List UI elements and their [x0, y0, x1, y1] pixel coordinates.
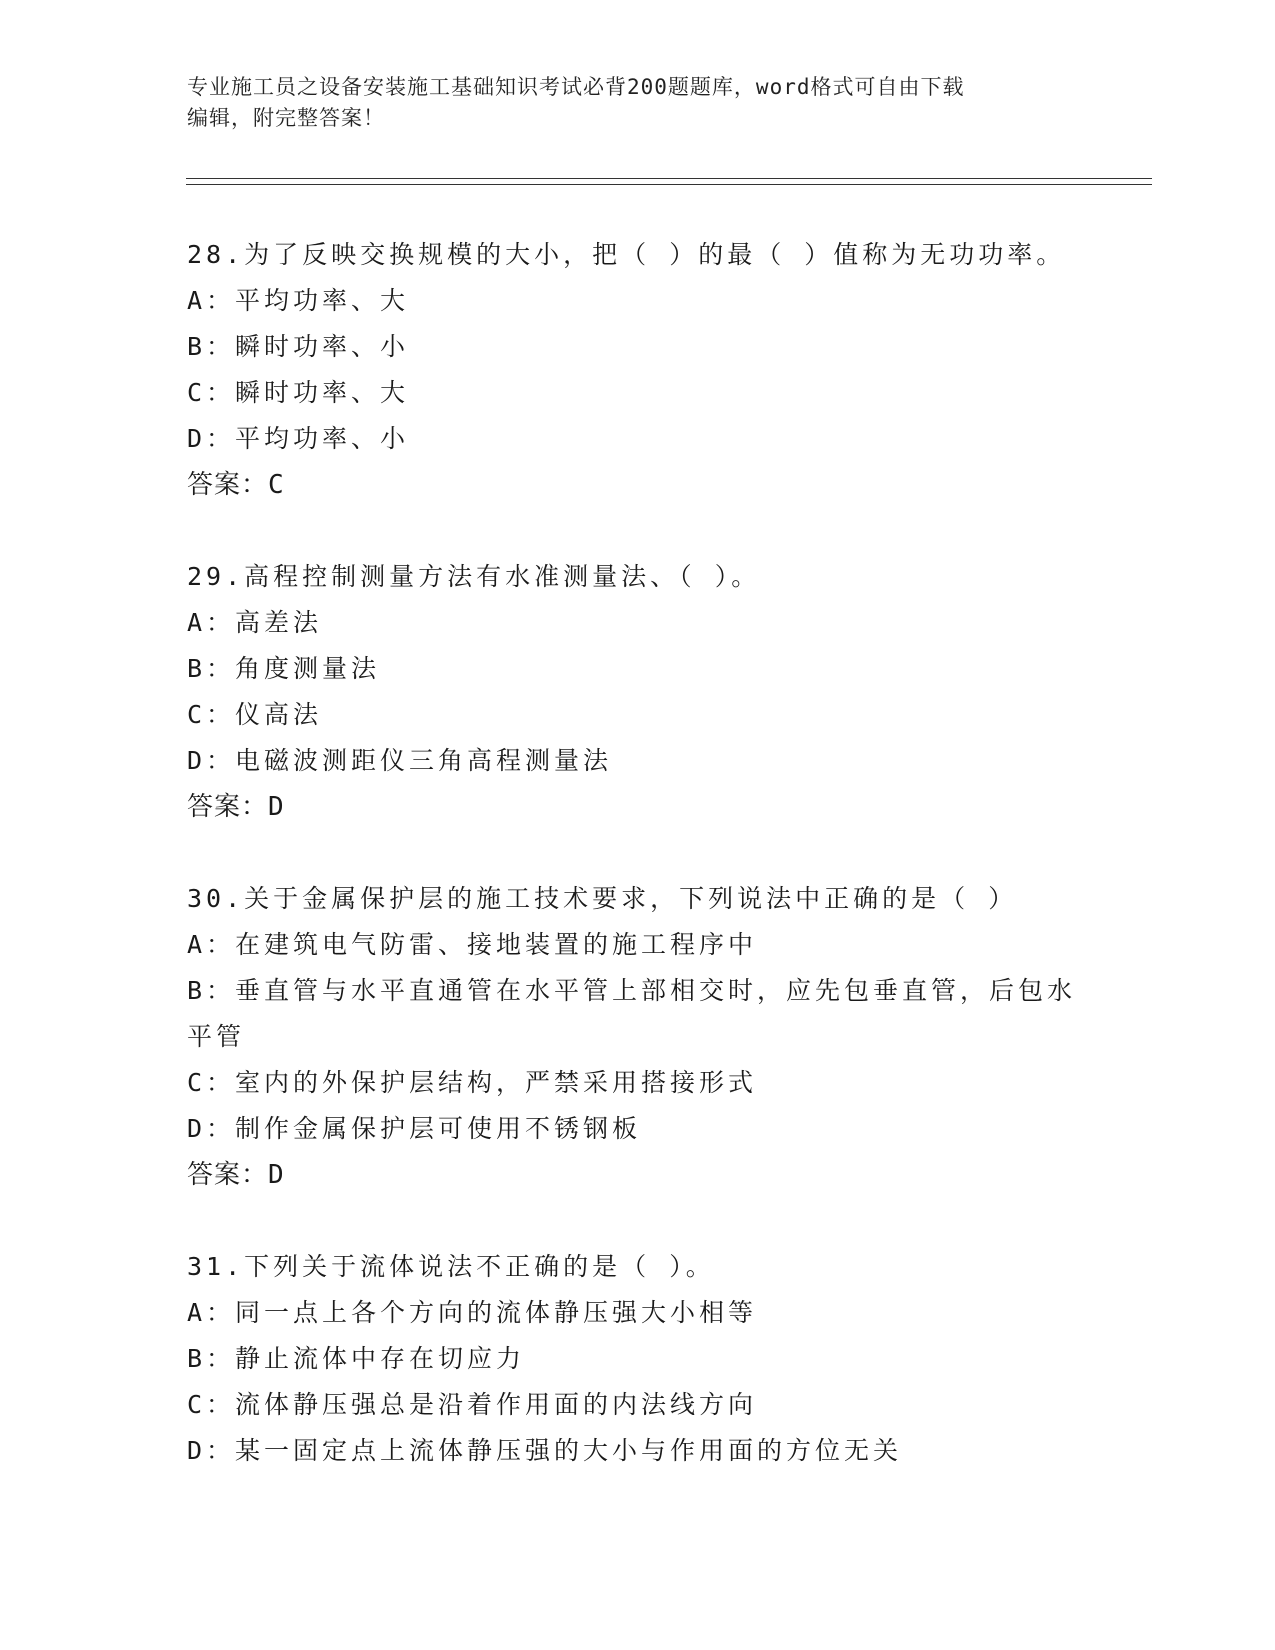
option-b: B：静止流体中存在切应力 — [187, 1344, 526, 1373]
header-divider-top — [186, 178, 1152, 179]
question-29 — [187, 554, 1087, 830]
option-b: B：垂直管与水平直通管在水平管上部相交时，应先包垂直管，后包水平管 — [187, 976, 1077, 1051]
answer — [187, 1152, 1087, 1198]
option-c: C：瞬时功率、大 — [187, 378, 410, 407]
question-31 — [187, 1244, 1087, 1474]
option-d: D：平均功率、小 — [187, 424, 410, 453]
option-c: C：室内的外保护层结构，严禁采用搭接形式 — [187, 1068, 758, 1097]
question-30 — [187, 876, 1087, 1198]
answer-label: 答案： — [187, 470, 269, 500]
option-a: A：在建筑电气防雷、接地装置的施工程序中 — [187, 930, 758, 959]
answer-value: D — [268, 1160, 285, 1190]
question-28 — [187, 232, 1087, 508]
header-title-line-1: 专业施工员之设备安装施工基础知识考试必背200题题库，word格式可自由下载 — [187, 75, 965, 99]
document-header — [187, 72, 1087, 134]
question-stem: 30.关于金属保护层的施工技术要求，下列说法中正确的是（ ） — [187, 884, 1018, 913]
question-list — [187, 232, 1087, 1520]
answer-label: 答案： — [187, 792, 269, 822]
option-a: A：高差法 — [187, 608, 323, 637]
option-a: A：同一点上各个方向的流体静压强大小相等 — [187, 1298, 758, 1327]
option-c: C：流体静压强总是沿着作用面的内法线方向 — [187, 1390, 758, 1419]
question-stem: 29.高程控制测量方法有水准测量法、（ ）。 — [187, 562, 761, 591]
answer-value: D — [268, 792, 285, 822]
option-d: D：某一固定点上流体静压强的大小与作用面的方位无关 — [187, 1436, 903, 1465]
option-b: B：角度测量法 — [187, 654, 381, 683]
question-stem: 31.下列关于流体说法不正确的是（ ）。 — [187, 1252, 715, 1281]
option-a: A：平均功率、大 — [187, 286, 410, 315]
header-divider-bottom — [186, 184, 1152, 185]
answer-label: 答案： — [187, 1160, 269, 1190]
option-d: D：制作金属保护层可使用不锈钢板 — [187, 1114, 642, 1143]
option-d: D：电磁波测距仪三角高程测量法 — [187, 746, 613, 775]
option-c: C：仪高法 — [187, 700, 323, 729]
option-b: B：瞬时功率、小 — [187, 332, 410, 361]
question-stem: 28.为了反映交换规模的大小，把（ ）的最（ ）值称为无功功率。 — [187, 240, 1066, 269]
header-title-line-2: 编辑，附完整答案！ — [187, 106, 385, 130]
answer — [187, 462, 1087, 508]
answer-value: C — [268, 470, 285, 500]
answer — [187, 784, 1087, 830]
